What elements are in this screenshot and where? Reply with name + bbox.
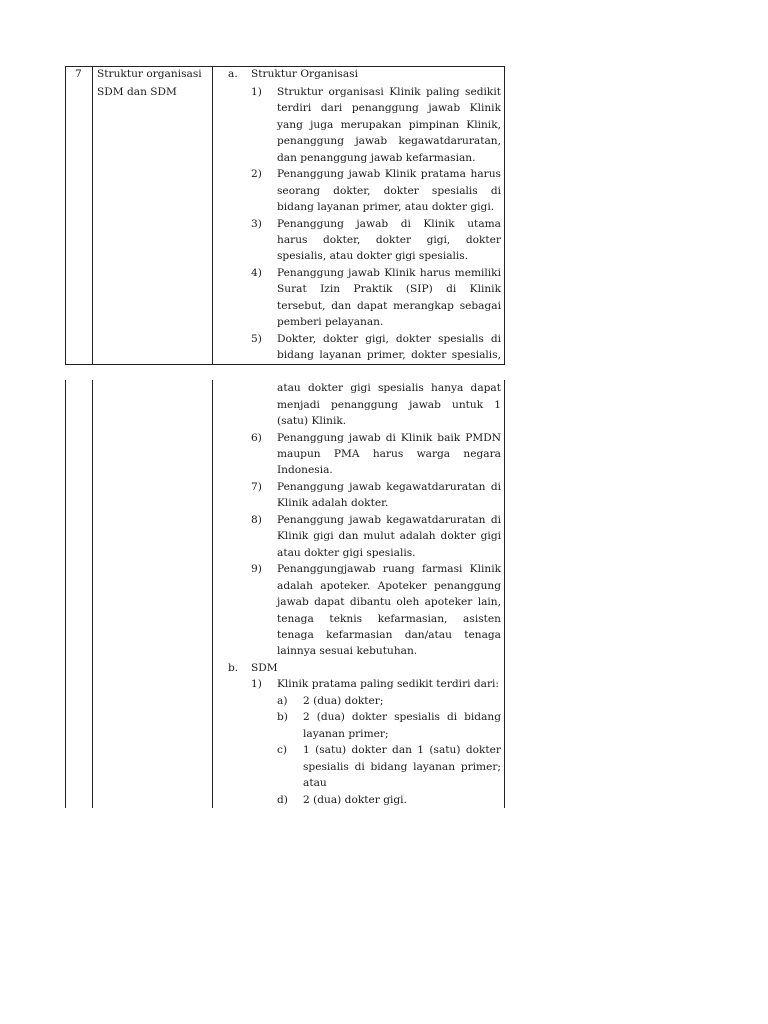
subitem-c-line: 1 (satu) dokter dan 1 (satu) dokter: [303, 744, 501, 756]
item-9-line: tenaga teknis kefarmasian, asisten: [277, 613, 501, 625]
item-1-line: dan penanggung jawab kefarmasian.: [277, 152, 476, 164]
item-1-line: yang juga merupakan pimpinan Klinik,: [277, 119, 501, 131]
table-bottom-border: [65, 364, 505, 365]
item-7-line: Klinik adalah dokter.: [277, 497, 389, 509]
section-b-title: SDM: [251, 662, 278, 674]
section-b-marker: b.: [228, 662, 239, 674]
section-a-marker: a.: [228, 68, 238, 80]
item-6-number: 6): [251, 432, 262, 444]
item-8-line: Penanggung jawab kegawatdaruratan di: [277, 514, 501, 526]
item-6-line: Penanggung jawab di Klinik baik PMDN: [277, 432, 501, 444]
item-3-number: 3): [251, 218, 262, 230]
item-8-number: 8): [251, 514, 262, 526]
item-6-line: Indonesia.: [277, 464, 333, 476]
subitem-b-line: 2 (dua) dokter spesialis di bidang: [303, 711, 501, 723]
item-4-number: 4): [251, 267, 262, 279]
item-5-number: 5): [251, 333, 262, 345]
section-a-title: Struktur Organisasi: [251, 68, 358, 80]
item-9-line: lainnya sesuai kebutuhan.: [277, 645, 418, 657]
row-title-line-2: SDM dan SDM: [97, 86, 177, 98]
item-9-line: Penanggungjawab ruang farmasi Klinik: [277, 563, 501, 575]
item-3-line: Penanggung jawab di Klinik utama: [277, 218, 501, 230]
item-9-line: adalah apoteker. Apoteker penanggung: [277, 580, 501, 592]
item-7-line: Penanggung jawab kegawatdaruratan di: [277, 481, 501, 493]
item-2-line: seorang dokter, dokter spesialis di: [277, 185, 501, 197]
col-border-1: [92, 66, 93, 365]
subitem-c-marker: c): [277, 744, 288, 756]
subitem-a-line: 2 (dua) dokter;: [303, 695, 384, 707]
item-5-continuation-line: (satu) Klinik.: [277, 415, 347, 427]
subitem-d-line: 2 (dua) dokter gigi.: [303, 794, 407, 806]
row-title-line-1: Struktur organisasi: [97, 68, 202, 80]
col-border-1: [92, 380, 93, 808]
item-4-line: Penanggung jawab Klinik harus memiliki: [277, 267, 501, 279]
item-3-line: spesialis, atau dokter gigi spesialis.: [277, 250, 469, 262]
col-border-right: [504, 380, 505, 808]
item-4-line: tersebut, dan dapat merangkap sebagai: [277, 300, 501, 312]
item-4-line: pemberi pelayanan.: [277, 316, 384, 328]
subitem-c-line: atau: [303, 777, 327, 789]
item-9-line: jawab dapat dibantu oleh apoteker lain,: [277, 596, 501, 608]
item-9-line: tenaga kefarmasian dan/atau tenaga: [277, 629, 501, 641]
item-1-line: penanggung jawab kegawatdaruratan,: [277, 135, 501, 147]
subitem-b-line: layanan primer;: [303, 728, 389, 740]
item-9-number: 9): [251, 563, 262, 575]
col-border-left: [65, 380, 66, 808]
subitem-a-marker: a): [277, 695, 288, 707]
sdm-item-1-text: Klinik pratama paling sedikit terdiri dari:: [277, 678, 500, 690]
item-2-number: 2): [251, 168, 262, 180]
subitem-c-line: spesialis di bidang layanan primer;: [303, 761, 501, 773]
subitem-b-marker: b): [277, 711, 288, 723]
item-1-line: terdiri dari penanggung jawab Klinik: [277, 102, 501, 114]
item-8-line: Klinik gigi dan mulut adalah dokter gigi: [277, 530, 501, 542]
item-6-line: maupun PMA harus warga negara: [277, 448, 501, 460]
item-8-line: atau dokter gigi spesialis.: [277, 547, 416, 559]
item-5-continuation-line: menjadi penanggung jawab untuk 1: [277, 399, 501, 411]
col-border-2: [212, 66, 213, 365]
item-2-line: Penanggung jawab Klinik pratama harus: [277, 168, 501, 180]
col-border-left: [65, 66, 66, 365]
item-1-line: Struktur organisasi Klinik paling sedikit: [277, 86, 501, 98]
item-1-number: 1): [251, 86, 262, 98]
item-4-line: Surat Izin Praktik (SIP) di Klinik: [277, 283, 501, 295]
item-2-line: bidang layanan primer, atau dokter gigi.: [277, 201, 495, 213]
item-5-continuation-line: atau dokter gigi spesialis hanya dapat: [277, 382, 501, 394]
col-border-2: [212, 380, 213, 808]
item-5-line: Dokter, dokter gigi, dokter spesialis di: [277, 333, 501, 345]
col-border-right: [504, 66, 505, 365]
item-3-line: harus dokter, dokter gigi, dokter: [277, 234, 501, 246]
item-7-number: 7): [251, 481, 262, 493]
subitem-d-marker: d): [277, 794, 288, 806]
item-5-line: bidang layanan primer, dokter spesialis,: [277, 349, 501, 361]
sdm-item-1-number: 1): [251, 678, 262, 690]
row-number: 7: [75, 68, 82, 80]
